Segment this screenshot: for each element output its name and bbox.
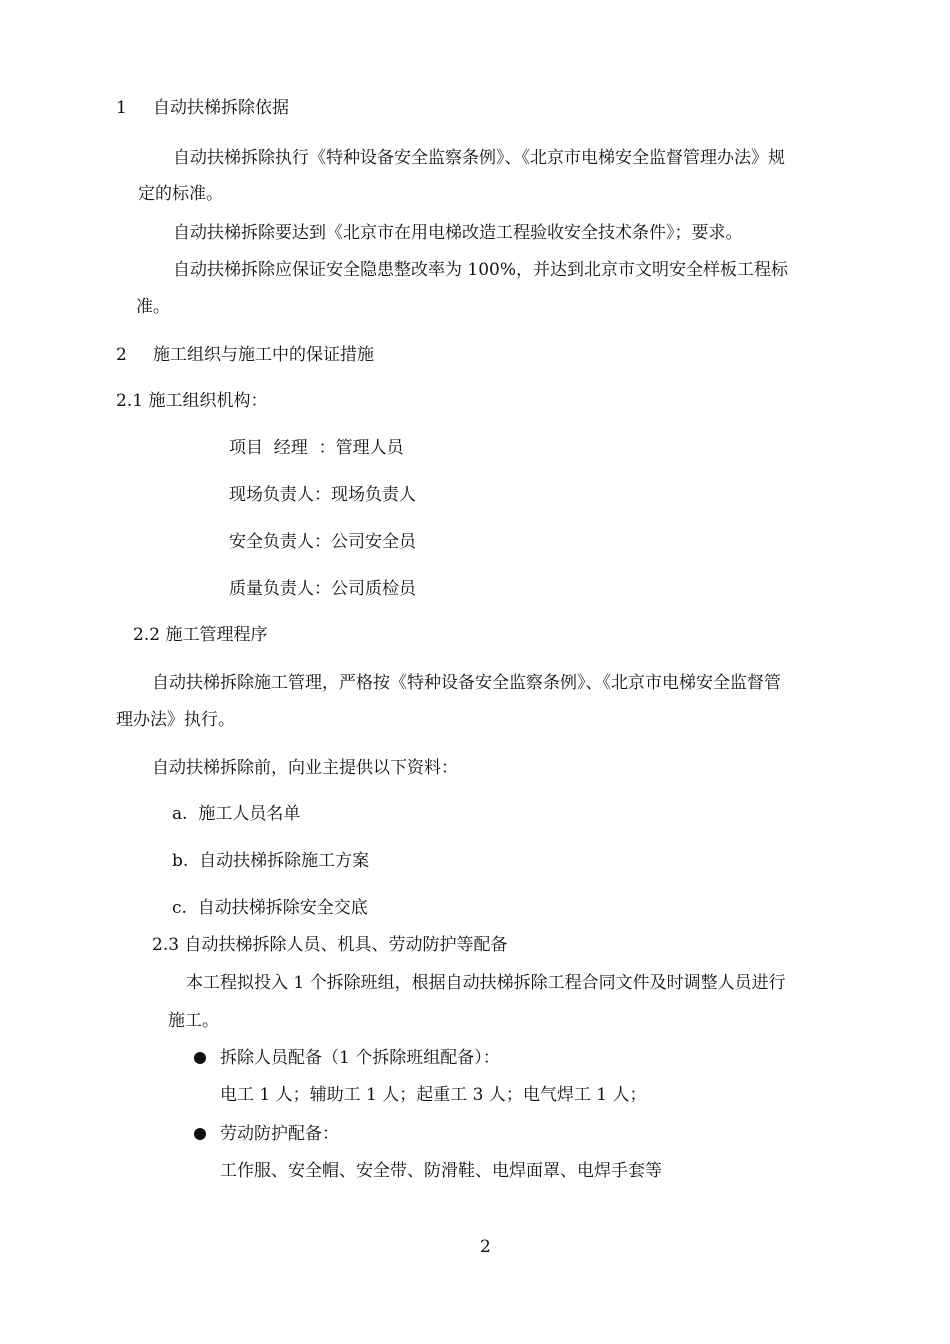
- section-1-paragraph-1-cont: 定的标准。: [138, 184, 223, 204]
- section-1-paragraph-1: 自动扶梯拆除执行《特种设备安全监察条例》、《北京市电梯安全监督管理办法》规: [173, 148, 785, 168]
- bullet-dot-icon: [194, 1128, 206, 1140]
- section-2-2-paragraph-1: 自动扶梯拆除施工管理，严格按《特种设备安全监察条例》、《北京市电梯安全监督管: [152, 673, 781, 693]
- section-2-1-heading: 2.1 施工组织机构：: [116, 391, 268, 411]
- bullet-2-detail: 工作服、安全帽、安全带、防滑鞋、电焊面罩、电焊手套等: [220, 1161, 662, 1181]
- section-2-2-heading: 2.2 施工管理程序: [133, 625, 268, 645]
- page-number: 2: [480, 1237, 491, 1257]
- bullet-1-detail: 电工 1 人；辅助工 1 人；起重工 3 人；电气焊工 1 人；: [220, 1085, 647, 1105]
- section-1-number: 1: [116, 98, 127, 118]
- bullet-dot-icon: [194, 1052, 206, 1064]
- section-2-number: 2: [116, 345, 127, 365]
- section-2-2-paragraph-2: 自动扶梯拆除前，向业主提供以下资料：: [152, 758, 458, 778]
- role-site-leader: 现场负责人：现场负责人: [229, 485, 416, 505]
- section-2-3-heading: 2.3 自动扶梯拆除人员、机具、劳动防护等配备: [152, 935, 508, 955]
- role-project-manager: 项目 经理 ：管理人员: [229, 438, 404, 458]
- bullet-2-title: 劳动防护配备：: [220, 1124, 339, 1144]
- section-1-title: 自动扶梯拆除依据: [153, 98, 289, 118]
- list-item-a: a. 施工人员名单: [172, 804, 301, 824]
- list-item-c: c. 自动扶梯拆除安全交底: [172, 898, 368, 918]
- section-2-3-paragraph-1-cont: 施工。: [168, 1011, 219, 1031]
- section-1-paragraph-2: 自动扶梯拆除要达到《北京市在用电梯改造工程验收安全技术条件》；要求。: [173, 223, 743, 243]
- role-quality-leader: 质量负责人：公司质检员: [229, 579, 416, 599]
- role-safety-leader: 安全负责人：公司安全员: [229, 532, 416, 552]
- bullet-1-title: 拆除人员配备（1 个拆除班组配备）：: [220, 1048, 500, 1068]
- section-1-paragraph-3-cont: 准。: [136, 297, 170, 317]
- section-2-3-paragraph-1: 本工程拟投入 1 个拆除班组，根据自动扶梯拆除工程合同文件及时调整人员进行: [186, 973, 786, 993]
- section-1-paragraph-3: 自动扶梯拆除应保证安全隐患整改率为 100%，并达到北京市文明安全样板工程标: [173, 260, 789, 280]
- section-2-title: 施工组织与施工中的保证措施: [153, 345, 374, 365]
- list-item-b: b. 自动扶梯拆除施工方案: [172, 851, 370, 871]
- section-2-2-paragraph-1-cont: 理办法》执行。: [116, 710, 235, 730]
